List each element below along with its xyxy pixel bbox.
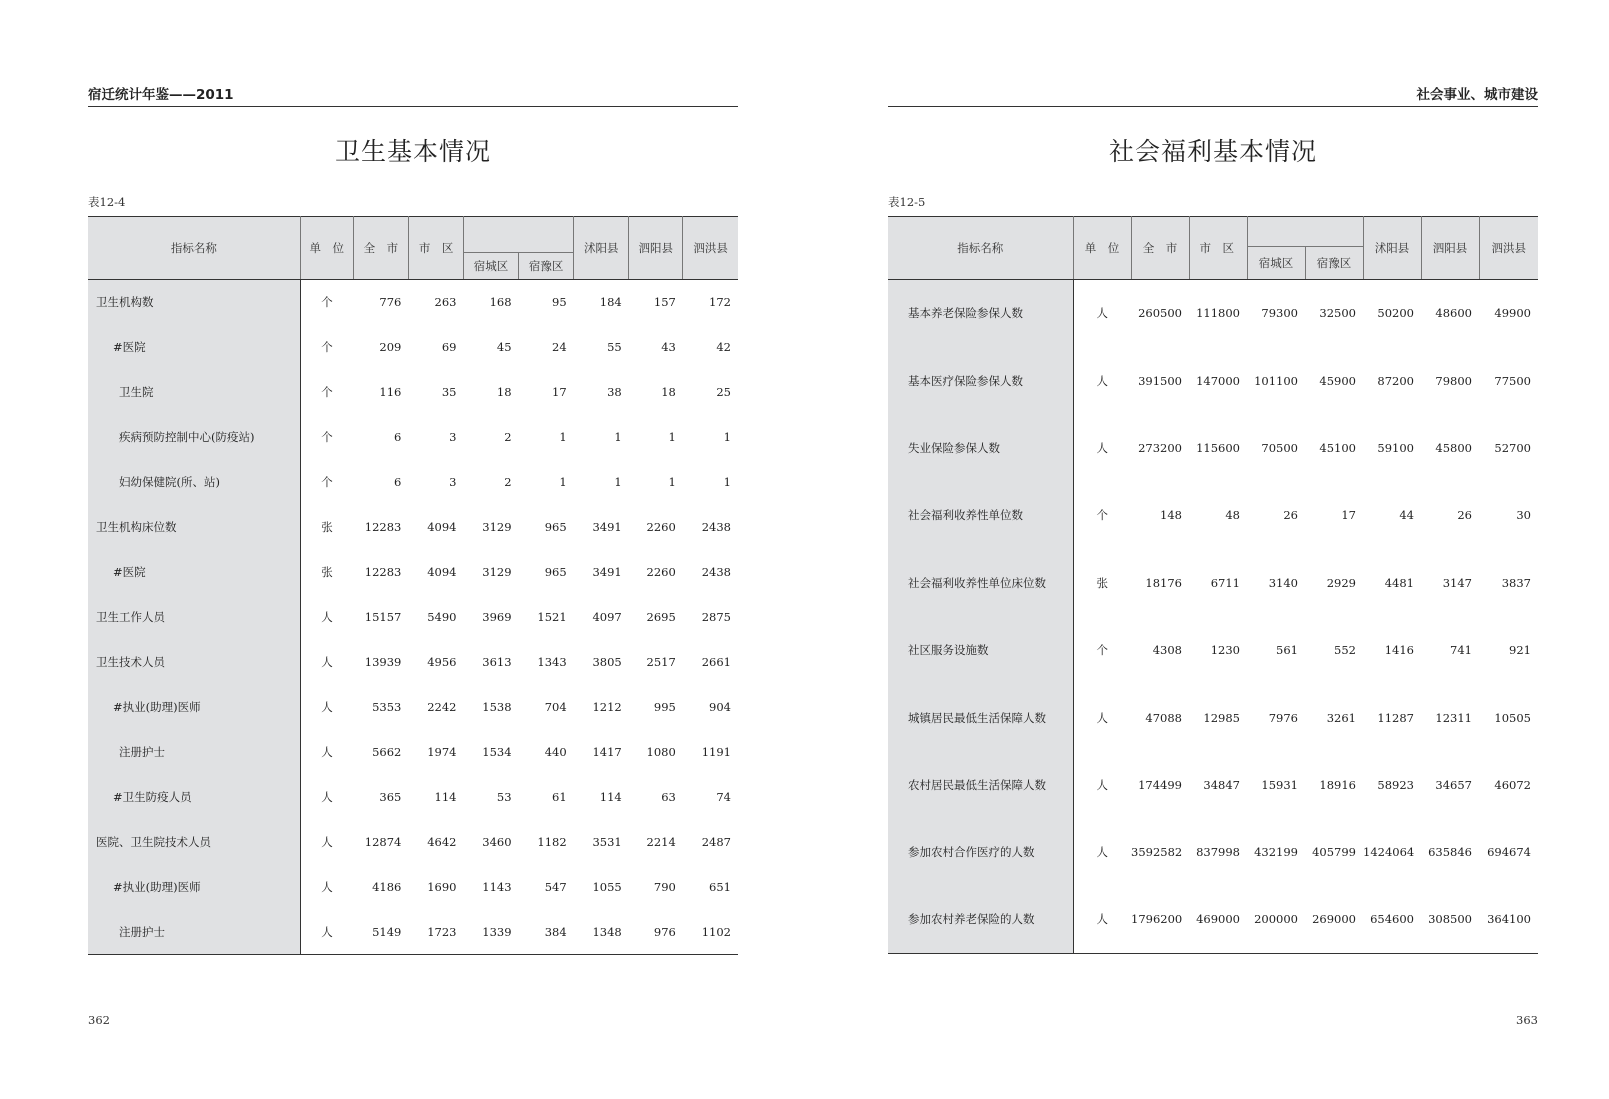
table-number: 表12-5 [888,195,926,209]
table-row [88,865,738,910]
header-sub-district-1: 宿城区 [463,253,518,280]
indicator-name: 城镇居民最低生活保障人数 [888,684,1073,751]
value-cell: 3140 [1268,575,1298,590]
table-row [88,730,738,775]
table-row [88,280,738,325]
value-cell: 694674 [1487,845,1531,860]
unit-cell: 个 [1096,508,1108,523]
table-row [888,819,1538,886]
value-cell: 4956 [427,655,457,669]
unit-cell: 人 [1096,306,1108,321]
indicator-name: 卫生机构床位数 [88,505,300,550]
indicator-name: 社区服务设施数 [888,616,1073,683]
unit-cell: 人 [1096,440,1108,455]
header-city: 全 市 [1131,217,1189,280]
value-cell: 79300 [1261,306,1298,321]
value-cell: 432199 [1254,845,1298,860]
indicator-name: 注册护士 [88,730,300,775]
header-district: 市 区 [1189,217,1247,280]
running-head-text: 宿迁统计年鉴——2011 [88,87,234,103]
value-cell: 4094 [427,520,457,534]
unit-cell: 个 [321,430,333,444]
value-cell: 44 [1399,508,1414,523]
header-district-group [463,217,573,253]
value-cell: 790 [653,880,676,894]
table-row [888,684,1538,751]
value-cell: 59100 [1377,440,1414,455]
value-cell: 273200 [1138,440,1182,455]
value-cell: 1796200 [1131,886,1189,953]
value-cell: 18 [496,385,512,399]
value-cell: 1 [668,430,676,444]
value-cell: 58923 [1377,777,1414,792]
page-number: 362 [88,1013,110,1027]
value-cell: 3129 [482,520,512,534]
value-cell: 45 [496,340,512,354]
value-cell: 547 [544,880,567,894]
value-cell: 111800 [1196,306,1240,321]
page-title: 卫生基本情况 [334,137,491,166]
value-cell: 3491 [592,520,622,534]
value-cell: 2260 [646,565,676,579]
value-cell: 704 [544,700,567,714]
table-row [88,370,738,415]
value-cell: 114 [434,790,457,804]
value-cell: 115600 [1196,440,1240,455]
indicator-name: 社会福利收养性单位床位数 [888,549,1073,616]
unit-cell: 人 [321,835,333,849]
value-cell: 3592582 [1131,845,1183,860]
value-cell: 3 [449,430,457,444]
table-row [88,460,738,505]
value-cell: 26 [1283,508,1298,523]
table-row [88,685,738,730]
unit-cell: 个 [321,340,333,354]
value-cell: 405799 [1312,845,1356,860]
header-city: 全 市 [353,217,408,280]
value-cell: 561 [1276,643,1298,658]
value-cell: 1191 [701,745,731,759]
value-cell: 12311 [1435,710,1472,725]
table-row [888,482,1538,549]
value-cell: 3805 [592,655,622,669]
value-cell: 1 [614,430,622,444]
value-cell: 18916 [1319,777,1356,792]
value-cell: 10505 [1494,710,1531,725]
value-cell: 1974 [427,745,457,759]
value-cell: 101100 [1254,373,1298,388]
value-cell: 6 [394,430,402,444]
value-cell: 3491 [592,565,622,579]
value-cell: 209 [379,340,402,354]
value-cell: 46072 [1494,777,1531,792]
table-row [88,325,738,370]
value-cell: 49900 [1494,306,1531,321]
value-cell: 61 [552,790,567,804]
table-row [88,775,738,820]
header-indicator: 指标名称 [88,217,300,280]
value-cell: 2517 [646,655,676,669]
indicator-name: 社会福利收养性单位数 [888,482,1073,549]
table-row [88,910,738,955]
value-cell: 2242 [427,700,457,714]
unit-cell: 张 [321,565,333,579]
unit-cell: 张 [1096,575,1108,590]
value-cell: 4186 [372,880,402,894]
header-county-2: 泗阳县 [1421,217,1479,280]
value-cell: 3837 [1501,575,1531,590]
value-cell: 24 [552,340,567,354]
value-cell: 1690 [427,880,457,894]
unit-cell: 张 [321,520,333,534]
value-cell: 34847 [1203,777,1240,792]
value-cell: 184 [599,295,622,310]
value-cell: 2875 [701,610,731,624]
value-cell: 157 [653,295,676,310]
value-cell: 965 [544,520,567,534]
value-cell: 469000 [1189,886,1247,953]
value-cell: 308500 [1421,886,1479,953]
value-cell: 2214 [646,835,676,849]
value-cell: 4642 [427,835,457,849]
value-cell: 1212 [592,700,622,714]
value-cell: 995 [653,700,676,714]
health-table [88,216,738,955]
value-cell: 837998 [1196,845,1240,860]
value-cell: 1230 [1210,643,1240,658]
value-cell: 3969 [482,610,512,624]
table-row [88,550,738,595]
value-cell: 1723 [408,910,463,955]
header-district-group [1247,217,1363,247]
indicator-name: 参加农村合作医疗的人数 [888,819,1073,886]
value-cell: 1348 [574,910,629,955]
value-cell: 53 [496,790,512,804]
unit-cell: 个 [1096,643,1108,658]
value-cell: 4094 [427,565,457,579]
table-row [888,414,1538,481]
table-row [88,505,738,550]
unit-cell: 人 [321,655,333,669]
table-row [888,347,1538,414]
value-cell: 1343 [537,655,567,669]
value-cell: 654600 [1363,886,1421,953]
value-cell: 391500 [1138,373,1182,388]
value-cell: 2260 [646,520,676,534]
unit-cell: 人 [1096,777,1108,792]
value-cell: 1 [559,430,567,444]
value-cell: 148 [1160,508,1182,523]
indicator-name: #执业(助理)医师 [88,865,300,910]
value-cell: 6 [394,475,402,489]
value-cell: 17 [1341,508,1356,523]
value-cell: 384 [519,910,574,955]
value-cell: 3 [449,475,457,489]
value-cell: 6711 [1210,575,1240,590]
value-cell: 965 [544,565,567,579]
unit-cell: 人 [1096,710,1108,725]
indicator-name: #医院 [88,325,300,370]
unit-cell: 人 [1073,886,1131,953]
value-cell: 38 [607,385,622,399]
page-title: 社会福利基本情况 [1108,137,1317,166]
value-cell: 48600 [1435,306,1472,321]
value-cell: 3261 [1326,710,1356,725]
value-cell: 15931 [1261,777,1298,792]
unit-cell: 人 [321,880,333,894]
value-cell: 147000 [1196,373,1240,388]
value-cell: 1 [668,475,676,489]
right-page [888,0,1538,1099]
value-cell: 74 [716,790,731,804]
table-row [888,280,1538,347]
indicator-name: 医院、卫生院技术人员 [88,820,300,865]
indicator-name: 基本医疗保险参保人数 [888,347,1073,414]
value-cell: 77500 [1494,373,1531,388]
value-cell: 5490 [427,610,457,624]
value-cell: 269000 [1305,886,1363,953]
table-row [88,820,738,865]
indicator-name: 卫生院 [88,370,300,415]
value-cell: 1 [723,475,731,489]
indicator-name: 妇幼保健院(所、站) [88,460,300,505]
value-cell: 4481 [1384,575,1414,590]
indicator-name: 疾病预防控制中心(防疫站) [88,415,300,460]
value-cell: 904 [709,700,731,714]
value-cell: 2 [504,475,512,489]
value-cell: 776 [379,295,402,310]
header-county-1: 沭阳县 [574,217,629,280]
table-body [88,280,738,955]
value-cell: 69 [441,340,457,354]
value-cell: 1 [614,475,622,489]
table-number: 表12-4 [88,195,126,209]
table-body [888,280,1538,954]
unit-cell: 人 [321,700,333,714]
value-cell: 4308 [1152,643,1182,658]
value-cell: 2 [504,430,512,444]
value-cell: 11287 [1377,710,1414,725]
unit-cell: 人 [321,745,333,759]
welfare-table [888,216,1538,954]
table-row [88,415,738,460]
value-cell: 364100 [1479,886,1538,953]
value-cell: 1538 [482,700,512,714]
value-cell: 174499 [1138,777,1182,792]
value-cell: 18 [661,385,676,399]
value-cell: 263 [434,295,457,310]
unit-cell: 人 [300,910,353,955]
indicator-name: 卫生工作人员 [88,595,300,640]
value-cell: 200000 [1247,886,1305,953]
value-cell: 45100 [1319,440,1356,455]
value-cell: 1417 [592,745,622,759]
header-county-2: 泗阳县 [629,217,683,280]
header-indicator: 指标名称 [888,217,1073,280]
value-cell: 5662 [372,745,402,759]
value-cell: 50200 [1377,306,1414,321]
header-sub-district-2: 宿豫区 [519,253,574,280]
value-cell: 55 [607,340,622,354]
running-head [88,86,738,107]
running-head-text: 社会事业、城市建设 [1416,87,1538,103]
header-unit: 单 位 [1073,217,1131,280]
running-head [888,86,1538,107]
value-cell: 1143 [482,880,512,894]
unit-cell: 人 [321,610,333,624]
value-cell: 552 [1334,643,1356,658]
value-cell: 1 [559,475,567,489]
value-cell: 87200 [1377,373,1414,388]
table-row [88,640,738,685]
value-cell: 1424064 [1363,845,1415,860]
header-sub-district-2: 宿豫区 [1305,247,1363,280]
unit-cell: 个 [321,295,333,310]
value-cell: 15157 [364,610,402,624]
header-county-3: 泗洪县 [1479,217,1538,280]
value-cell: 921 [1509,643,1531,658]
unit-cell: 人 [321,790,333,804]
indicator-name: 农村居民最低生活保障人数 [888,751,1073,818]
table-row [88,595,738,640]
value-cell: 13939 [364,655,402,669]
indicator-name: 卫生机构数 [88,280,300,325]
value-cell: 4097 [592,610,622,624]
header-county-3: 泗洪县 [683,217,738,280]
value-cell: 5353 [372,700,402,714]
page-number: 363 [1516,1013,1538,1027]
indicator-name: 卫生技术人员 [88,640,300,685]
value-cell: 168 [489,295,512,310]
value-cell: 45800 [1435,440,1472,455]
unit-cell: 个 [321,385,333,399]
value-cell: 365 [379,790,402,804]
table-row [888,886,1538,953]
value-cell: 95 [552,295,567,310]
unit-cell: 个 [321,475,333,489]
indicator-name: #医院 [88,550,300,595]
header-unit: 单 位 [300,217,353,280]
indicator-name: 注册护士 [88,910,300,955]
value-cell: 3129 [482,565,512,579]
value-cell: 26 [1457,508,1472,523]
indicator-name: #执业(助理)医师 [88,685,300,730]
value-cell: 440 [544,745,567,759]
value-cell: 635846 [1428,845,1472,860]
value-cell: 52700 [1494,440,1531,455]
value-cell: 2695 [646,610,676,624]
header-sub-district-1: 宿城区 [1247,247,1305,280]
value-cell: 43 [661,340,676,354]
indicator-name: 失业保险参保人数 [888,414,1073,481]
value-cell: 2438 [701,565,731,579]
header-district: 市 区 [408,217,463,280]
value-cell: 2661 [701,655,731,669]
indicator-name: 参加农村养老保险的人数 [888,886,1073,953]
value-cell: 260500 [1138,306,1182,321]
value-cell: 1055 [592,880,622,894]
value-cell: 1080 [646,745,676,759]
value-cell: 3613 [482,655,512,669]
value-cell: 976 [629,910,683,955]
unit-cell: 人 [1096,845,1108,860]
value-cell: 2929 [1326,575,1356,590]
table-row [888,616,1538,683]
value-cell: 741 [1450,643,1472,658]
unit-cell: 人 [1096,373,1108,388]
header-county-1: 沭阳县 [1363,217,1421,280]
value-cell: 1534 [482,745,512,759]
value-cell: 114 [599,790,622,804]
value-cell: 63 [661,790,676,804]
value-cell: 3460 [482,835,512,849]
value-cell: 2487 [701,835,731,849]
value-cell: 116 [379,385,402,399]
value-cell: 1 [723,430,731,444]
value-cell: 1339 [463,910,518,955]
value-cell: 5149 [353,910,408,955]
value-cell: 7976 [1268,710,1298,725]
indicator-name: #卫生防疫人员 [88,775,300,820]
value-cell: 18176 [1145,575,1182,590]
value-cell: 12283 [364,565,402,579]
value-cell: 172 [709,295,731,310]
indicator-name: 基本养老保险参保人数 [888,280,1073,347]
value-cell: 17 [552,385,567,399]
value-cell: 1416 [1384,643,1414,658]
value-cell: 12283 [364,520,402,534]
value-cell: 12874 [364,835,402,849]
value-cell: 25 [716,385,731,399]
left-page [88,0,738,1099]
value-cell: 12985 [1203,710,1240,725]
value-cell: 70500 [1261,440,1298,455]
value-cell: 3531 [592,835,622,849]
value-cell: 32500 [1319,306,1356,321]
value-cell: 45900 [1319,373,1356,388]
value-cell: 47088 [1145,710,1182,725]
table-row [888,751,1538,818]
value-cell: 30 [1516,508,1531,523]
value-cell: 35 [441,385,457,399]
value-cell: 1182 [537,835,567,849]
value-cell: 1521 [537,610,567,624]
value-cell: 2438 [701,520,731,534]
value-cell: 48 [1225,508,1240,523]
value-cell: 34657 [1435,777,1472,792]
table-row [888,549,1538,616]
value-cell: 651 [709,880,731,894]
value-cell: 42 [716,340,731,354]
value-cell: 3147 [1442,575,1472,590]
value-cell: 79800 [1435,373,1472,388]
value-cell: 1102 [683,910,738,955]
